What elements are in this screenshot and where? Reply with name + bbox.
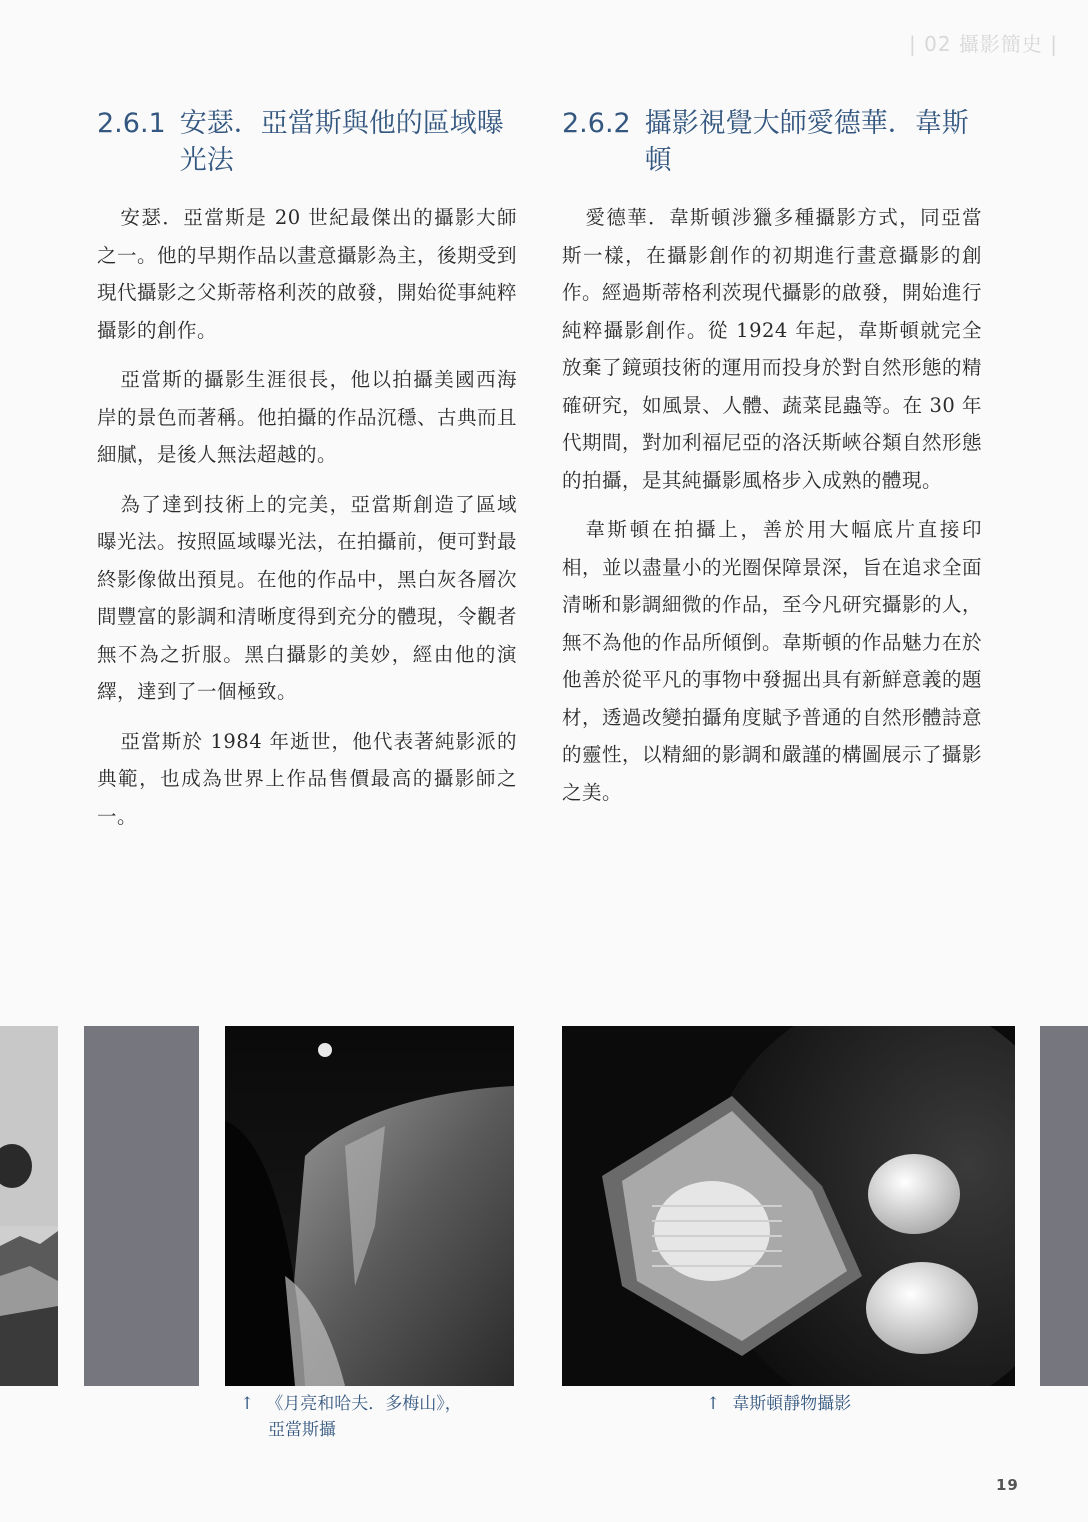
up-arrow-icon: ↑	[240, 1394, 255, 1414]
running-header: | 02 攝影簡史 |	[909, 32, 1058, 56]
gray-block	[1040, 1026, 1088, 1386]
section-title: 攝影視覺大師愛德華．韋斯頓	[644, 108, 969, 176]
photo-caption-left: ↑ 《月亮和哈夫．多梅山》，	[240, 1394, 462, 1414]
section-heading-left	[97, 105, 517, 179]
body-paragraph: 安瑟．亞當斯是 20 世紀最傑出的攝影大師之一。他的早期作品以畫意攝影為主，後期受到現代攝影之父斯蒂格利茨的啟發，開始從事純粹攝影的創作。	[97, 206, 518, 342]
photo-caption-left-line2: 亞當斯攝	[268, 1420, 336, 1440]
body-paragraph: 韋斯頓在拍攝上，善於用大幅底片直接印相，並以盡量小的光圈保障景深，旨在追求全面清晰和影調細微的作品，至今凡研究攝影的人，無不為他的作品所傾倒。韋斯頓的作品魅力在於他善於從平凡的事物中發掘出具有新鮮意義的題材，透過改變拍攝角度賦予普通的自然形體詩意的靈性，以精細的影調和嚴謹的構圖展示了攝影之美。	[562, 518, 983, 804]
section-heading-right	[562, 105, 982, 179]
body-paragraph: 亞當斯於 1984 年逝世，他代表著純影派的典範，也成為世界上作品售價最高的攝影師之一。	[97, 729, 517, 828]
moon-half-dome-photo	[225, 1026, 514, 1386]
landscape-photo-fragment	[0, 1026, 58, 1386]
section-title: 安瑟．亞當斯與他的區域曝光法	[179, 108, 504, 176]
section-number: 2.6.2	[562, 108, 631, 139]
body-paragraph: 愛德華．韋斯頓涉獵多種攝影方式，同亞當斯一樣，在攝影創作的初期進行畫意攝影的創作。經過斯蒂格利茨現代攝影的啟發，開始進行純粹攝影創作。從 1924 年起，韋斯頓就完全放棄了鏡頭技術的運用而投身於對自然形態的精確研究，如風景、人體、蔬菜昆蟲等。在 30 年代期間，對加利福尼亞的洛沃斯峽谷類自然形態的拍攝，是其純攝影風格步入成熟的體現。	[562, 206, 983, 492]
section-number: 2.6.1	[97, 108, 166, 139]
photo-caption-right: ↑ 韋斯頓靜物攝影	[706, 1394, 852, 1414]
body-paragraph: 亞當斯的攝影生涯很長，他以拍攝美國西海岸的景色而著稱。他拍攝的作品沉穩、古典而且細膩，是後人無法超越的。	[97, 368, 518, 466]
up-arrow-icon: ↑	[706, 1394, 721, 1414]
gray-block	[84, 1026, 199, 1386]
left-column	[97, 105, 517, 847]
body-paragraph: 為了達到技術上的完美，亞當斯創造了區域曝光法。按照區域曝光法，在拍攝前，便可對最終影像做出預見。在他的作品中，黑白灰各層次間豐富的影調和清晰度得到充分的體現，令觀者無不為之折服。黑白攝影的美妙，經由他的演繹，達到了一個極致。	[97, 492, 518, 703]
right-column	[562, 105, 982, 823]
egg-slicer-still-life-photo	[562, 1026, 1015, 1386]
page-number: 19	[996, 1476, 1019, 1494]
